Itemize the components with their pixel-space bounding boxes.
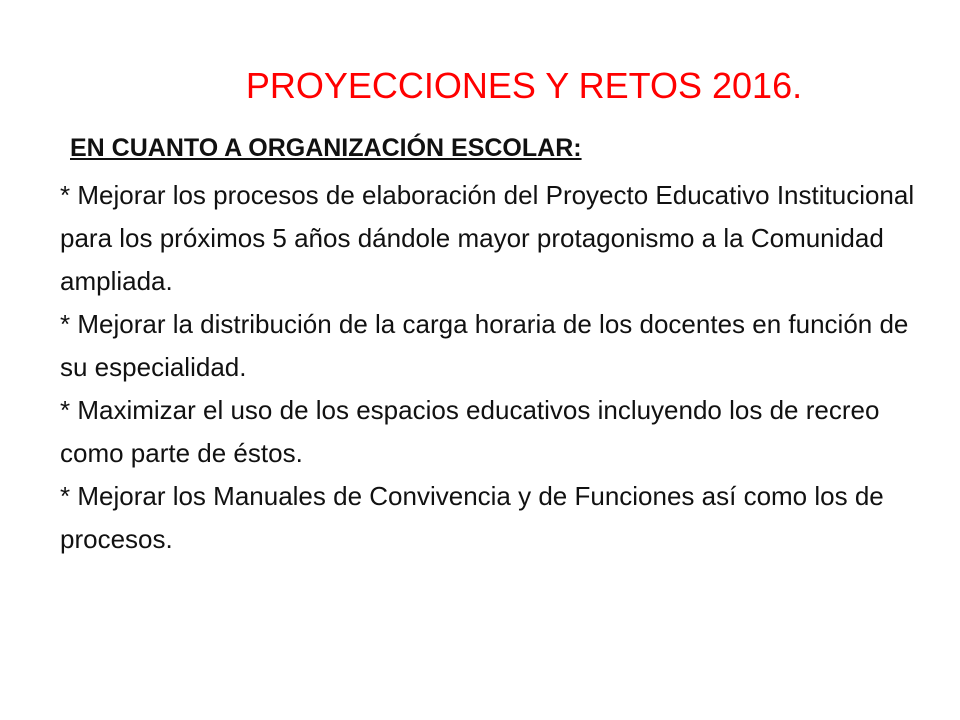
bullet-item-4: * Mejorar los Manuales de Convivencia y de Funciones así como los de procesos. [60, 481, 884, 554]
slide-body [60, 130, 920, 561]
section-heading: EN CUANTO A ORGANIZACIÓN ESCOLAR: [70, 134, 582, 162]
slide-title: PROYECCIONES Y RETOS 2016. [245, 65, 803, 106]
bullet-item-3: * Maximizar el uso de los espacios educativos incluyendo los de recreo como parte de éstos. [60, 395, 880, 468]
bullet-item-1: * Mejorar los procesos de elaboración del Proyecto Educativo Institucional para los próximos 5 años dándole mayor protagonismo a la Comunidad ampliada. [60, 180, 915, 296]
bullet-item-2: * Mejorar la distribución de la carga horaria de los docentes en función de su especialidad. [60, 309, 909, 382]
